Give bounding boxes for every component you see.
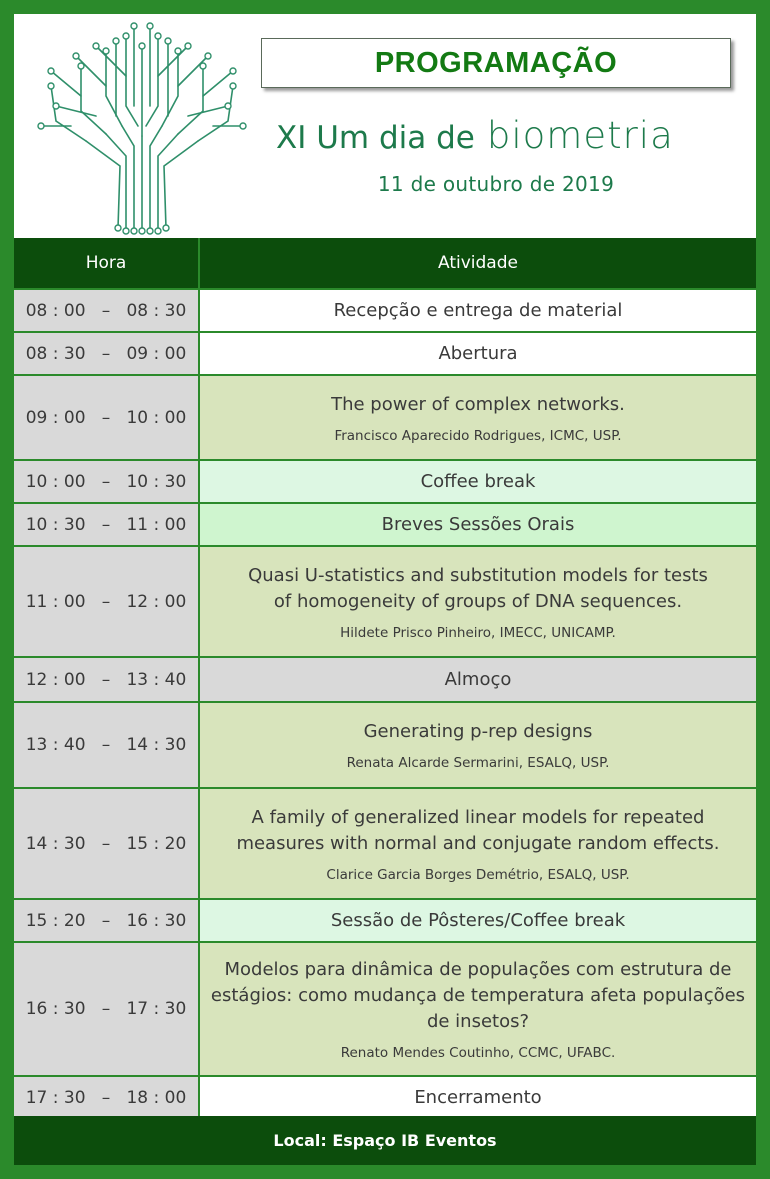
column-header-activity: Atividade — [438, 253, 518, 273]
row-activity — [200, 461, 756, 502]
activity-speaker: Francisco Aparecido Rodrigues, ICMC, USP. — [334, 427, 622, 444]
activity-title: Generating p-rep designs — [363, 721, 593, 742]
table-row — [14, 504, 756, 547]
activity-title: Sessão de Pôsteres/Coffee break — [330, 909, 626, 931]
table-row — [14, 461, 756, 504]
activity-title: Breves Sessões Orais — [381, 513, 575, 535]
column-header-time: Hora — [14, 238, 200, 288]
event-name-line — [276, 114, 736, 166]
table-row — [14, 1077, 756, 1119]
row-time: 08 : 00 – 08 : 30 — [14, 290, 200, 331]
activity-title: Modelos para dinâmica de populações com estrutura de estágios: como mudança de temperatura afeta populações de insetos? — [210, 959, 746, 1032]
row-activity — [200, 1077, 756, 1119]
activity-title: Recepção e entrega de material — [333, 299, 623, 321]
row-time: 08 : 30 – 09 : 00 — [14, 333, 200, 374]
program-title: PROGRAMAÇÃO — [374, 46, 618, 79]
activity-title: A family of generalized linear models for repeated measures with normal and conjugate random effects. — [236, 806, 720, 854]
event-name: XI Um dia de — [276, 120, 475, 156]
row-activity — [200, 703, 756, 787]
row-time: 11 : 00 – 12 : 00 — [14, 547, 200, 656]
activity-title: Coffee break — [420, 470, 536, 492]
event-date: 11 de outubro de 2019 — [377, 172, 615, 196]
row-activity — [200, 789, 756, 898]
table-row — [14, 943, 756, 1077]
event-brand: biometria — [486, 114, 674, 157]
activity-speaker: Renato Mendes Coutinho, CCMC, UFABC. — [340, 1045, 616, 1061]
table-row — [14, 333, 756, 376]
activity-title: Quasi U-statistics and substitution models for tests of homogeneity of groups of DNA sequences. — [248, 564, 708, 612]
row-time: 12 : 00 – 13 : 40 — [14, 658, 200, 701]
row-time: 17 : 30 – 18 : 00 — [14, 1077, 200, 1119]
row-activity — [200, 504, 756, 545]
table-row — [14, 900, 756, 943]
poster-frame — [14, 14, 756, 1165]
activity-title: Encerramento — [414, 1087, 542, 1108]
table-row — [14, 789, 756, 900]
row-time: 10 : 00 – 10 : 30 — [14, 461, 200, 502]
row-activity — [200, 943, 756, 1075]
row-time: 15 : 20 – 16 : 30 — [14, 900, 200, 941]
row-time: 09 : 00 – 10 : 00 — [14, 376, 200, 459]
row-activity — [200, 376, 756, 459]
header — [14, 14, 756, 238]
row-time: 14 : 30 – 15 : 20 — [14, 789, 200, 898]
activity-title: Abertura — [438, 342, 518, 364]
table-row — [14, 376, 756, 461]
table-row — [14, 658, 756, 703]
table-header-row — [14, 238, 756, 290]
activity-title: The power of complex networks. — [331, 393, 625, 415]
circuit-tree-icon — [26, 16, 258, 236]
activity-speaker: Clarice Garcia Borges Demétrio, ESALQ, USP. — [326, 866, 630, 883]
table-row — [14, 547, 756, 658]
row-activity — [200, 658, 756, 701]
activity-title: Almoço — [444, 668, 512, 690]
row-activity — [200, 290, 756, 331]
activity-speaker: Hildete Prisco Pinheiro, IMECC, UNICAMP. — [340, 624, 616, 641]
row-activity — [200, 333, 756, 374]
program-title-box — [261, 38, 731, 88]
activity-speaker: Renata Alcarde Sermarini, ESALQ, USP. — [346, 755, 610, 771]
row-activity — [200, 900, 756, 941]
schedule-table — [14, 238, 756, 1119]
footer — [14, 1116, 756, 1165]
table-row — [14, 703, 756, 789]
row-activity — [200, 547, 756, 656]
row-time: 13 : 40 – 14 : 30 — [14, 703, 200, 787]
location-text: Local: Espaço IB Eventos — [273, 1131, 497, 1150]
row-time: 16 : 30 – 17 : 30 — [14, 943, 200, 1075]
table-row — [14, 290, 756, 333]
row-time: 10 : 30 – 11 : 00 — [14, 504, 200, 545]
